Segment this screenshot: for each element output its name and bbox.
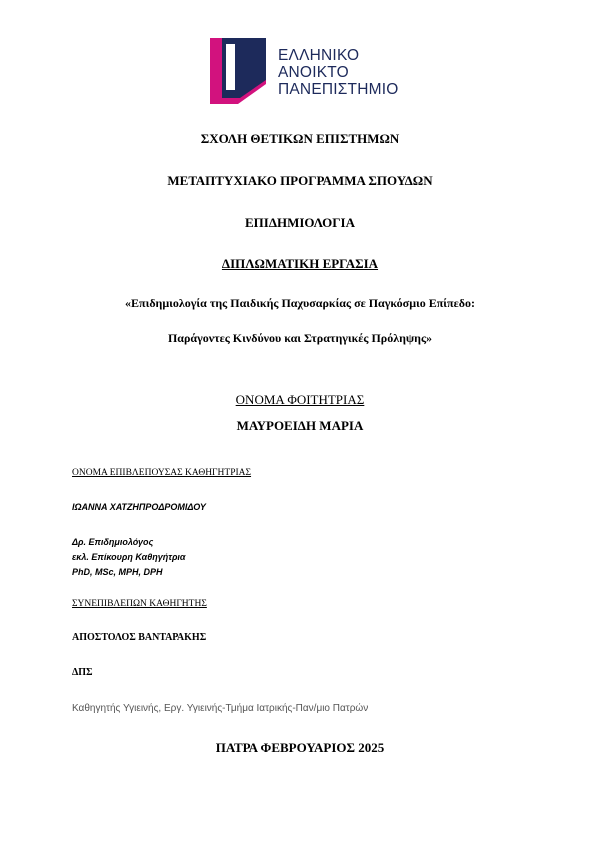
student-name: ΜΑΥΡΟΕΙΔΗ ΜΑΡΙΑ: [236, 418, 364, 433]
thesis-title-line-1: «Επιδημιολογία της Παιδικής Παχυσαρκίας σε Παγκόσμιο Επίπεδο:: [125, 296, 475, 310]
logo-wordmark: [278, 47, 398, 98]
supervisor-credential-3: PhD, MSc, MPH, DPH: [72, 567, 163, 577]
co-supervisor-abbreviation: ΔΠΣ: [72, 667, 93, 678]
logo-line-2: ΑΝΟΙΚΤΟ: [278, 64, 349, 81]
program-heading: ΜΕΤΑΠΤΥΧΙΑΚΟ ΠΡΟΓΡΑΜΜΑ ΣΠΟΥΔΩΝ: [167, 173, 433, 188]
university-logo: [208, 34, 398, 106]
school-heading: ΣΧΟΛΗ ΘΕΤΙΚΩΝ ΕΠΙΣΤΗΜΩΝ: [200, 131, 400, 146]
logo-line-1: ΕΛΛΗΝΙΚΟ: [278, 47, 360, 64]
supervisor-name: ΙΩΑΝΝΑ ΧΑΤΖΗΠΡΟΔΡΟΜΙΔΟΥ: [72, 502, 206, 512]
co-supervisor-affiliation: Καθηγητής Υγιεινής, Εργ. Υγιεινής-Τμήμα Ιατρικής-Παν/μιο Πατρών: [72, 703, 369, 714]
field-heading: ΕΠΙΔΗΜΙΟΛΟΓΙΑ: [245, 215, 355, 230]
student-label: ΟΝΟΜΑ ΦΟΙΤΗΤΡΙΑΣ: [235, 392, 365, 407]
supervisor-credential-2: εκλ. Επίκουρη Καθηγήτρια: [72, 552, 186, 562]
thesis-title-line-2: Παράγοντες Κινδύνου και Στρατηγικές Πρόληψης»: [167, 331, 433, 345]
co-supervisor-name: ΑΠΟΣΤΟΛΟΣ ΒΑΝΤΑΡΑΚΗΣ: [72, 632, 207, 643]
document-type-heading: ΔΙΠΛΩΜΑΤΙΚΗ ΕΡΓΑΣΙΑ: [221, 256, 379, 271]
co-supervisor-label: ΣΥΝΕΠΙΒΛΕΠΩΝ ΚΑΘΗΓΗΤΗΣ: [72, 599, 207, 609]
logo-emblem: [208, 34, 274, 106]
supervisor-label: ΟΝΟΜΑ ΕΠΙΒΛΕΠΟΥΣΑΣ ΚΑΘΗΓΗΤΡΙΑΣ: [72, 468, 252, 478]
supervisor-credential-1: Δρ. Επιδημιολόγος: [72, 537, 154, 547]
logo-line-3: ΠΑΝΕΠΙΣΤΗΜΙΟ: [278, 81, 399, 98]
place-date-footer: ΠΑΤΡΑ ΦΕΒΡΟΥΑΡΙΟΣ 2025: [215, 740, 385, 755]
